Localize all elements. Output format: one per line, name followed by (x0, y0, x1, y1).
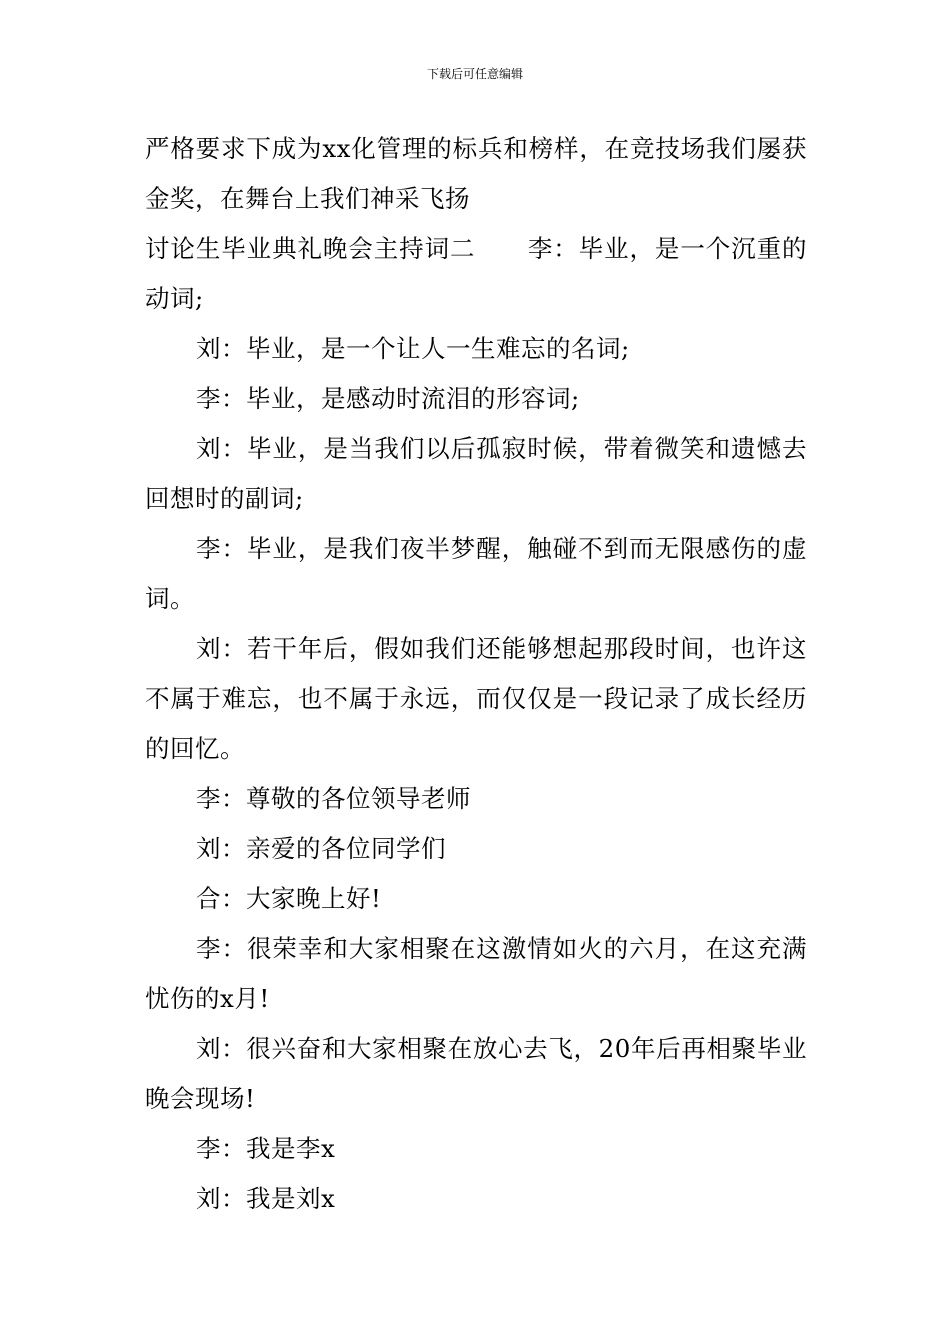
paragraph: 李：尊敬的各位领导老师 (196, 784, 471, 813)
paragraph-with-section-title (145, 224, 807, 324)
paragraph: 刘：亲爱的各位同学们 (196, 834, 446, 863)
page-header: 下载后可任意编辑 (426, 67, 523, 81)
paragraph-text: 李：毕业，是一个沉重的动词; (145, 234, 808, 313)
paragraph: 李：我是李x (196, 1134, 336, 1163)
paragraph: 李：毕业，是感动时流泪的形容词; (196, 384, 580, 413)
paragraph: 李：很荣幸和大家相聚在这激情如火的六月，在这充满忧伤的x月! (145, 934, 807, 1013)
paragraph: 刘：很兴奋和大家相聚在放心去飞，20年后再相聚毕业晚会现场! (145, 1034, 807, 1113)
paragraph: 刘：我是刘x (196, 1184, 336, 1213)
paragraph: 李：毕业，是我们夜半梦醒，触碰不到而无限感伤的虚词。 (145, 534, 807, 613)
paragraph: 刘：若干年后，假如我们还能够想起那段时间，也许这不属于难忘，也不属于永远，而仅仅是一段记录了成长经历的回忆。 (145, 634, 807, 763)
paragraph: 合：大家晚上好! (196, 884, 382, 913)
document-body (145, 124, 807, 1224)
paragraph: 严格要求下成为xx化管理的标兵和榜样，在竞技场我们屡获金奖，在舞台上我们神采飞扬 (145, 134, 807, 213)
section-title: 讨论生毕业典礼晚会主持词二 (145, 234, 476, 263)
paragraph: 刘：毕业，是当我们以后孤寂时候，带着微笑和遗憾去回想时的副词; (145, 434, 807, 513)
paragraph: 刘：毕业，是一个让人一生难忘的名词; (196, 334, 630, 363)
